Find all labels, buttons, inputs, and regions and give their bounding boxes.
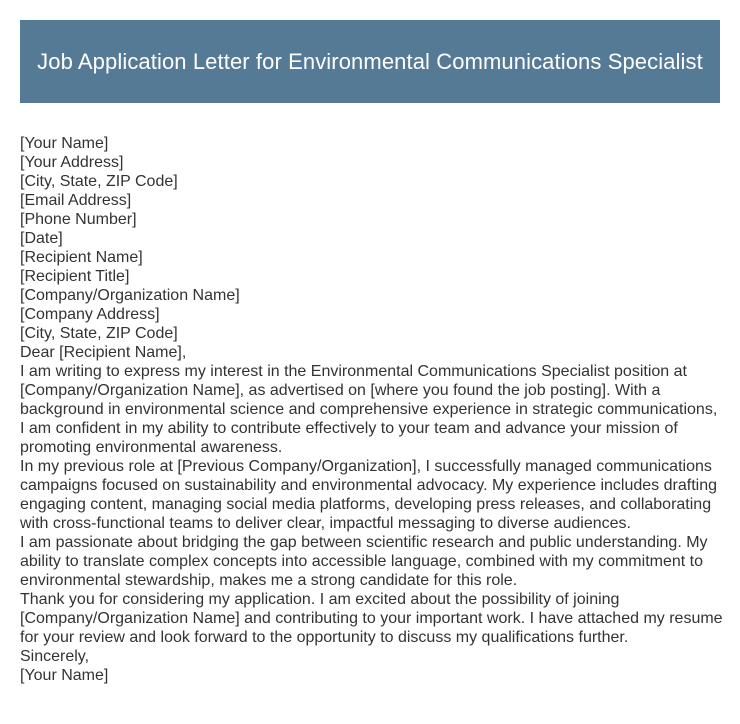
sender-address: [Your Address]: [20, 154, 124, 171]
salutation: Dear [Recipient Name],: [20, 344, 187, 361]
sender-city-state-zip: [City, State, ZIP Code]: [20, 173, 178, 190]
letter-body: [20, 134, 725, 685]
paragraph-closing: Thank you for considering my application. I am excited about the possibility of joining [Company/Organization Name] and contributing to your important work. I have attached my resume for your review and look forward to the opportunity to discuss my qualifications further.: [20, 591, 723, 646]
paragraph-passion: I am passionate about bridging the gap between scientific research and public understanding. My ability to translate complex concepts into accessible language, combined with my commitment to environmental stewardship, makes me a strong candidate for this role.: [20, 534, 708, 589]
recipient-name: [Recipient Name]: [20, 249, 143, 266]
sender-name: [Your Name]: [20, 135, 109, 152]
paragraph-experience: In my previous role at [Previous Company/Organization], I successfully managed communications campaigns focused on sustainability and environmental advocacy. My experience includes drafting engaging content, managing social media platforms, developing press releases, and collaborating with cross-functional teams to deliver clear, impactful messaging to diverse audiences.: [20, 458, 717, 532]
closing: Sincerely,: [20, 648, 90, 665]
recipient-title: [Recipient Title]: [20, 268, 130, 285]
recipient-city-state-zip: [City, State, ZIP Code]: [20, 325, 178, 342]
recipient-company: [Company/Organization Name]: [20, 287, 240, 304]
letter-date: [Date]: [20, 230, 63, 247]
header-banner: [20, 20, 720, 103]
sender-email: [Email Address]: [20, 192, 132, 209]
signature: [Your Name]: [20, 667, 109, 684]
paragraph-intro: I am writing to express my interest in the Environmental Communications Specialist position at [Company/Organization Name], as advertised on [where you found the job posting]. With a background in environmental science and comprehensive experience in strategic communications, I am confident in my ability to contribute effectively to your team and advance your mission of promoting environmental awareness.: [20, 363, 718, 456]
page-title: Job Application Letter for Environmental Communications Specialist: [37, 48, 703, 74]
sender-phone: [Phone Number]: [20, 211, 137, 228]
recipient-address: [Company Address]: [20, 306, 160, 323]
